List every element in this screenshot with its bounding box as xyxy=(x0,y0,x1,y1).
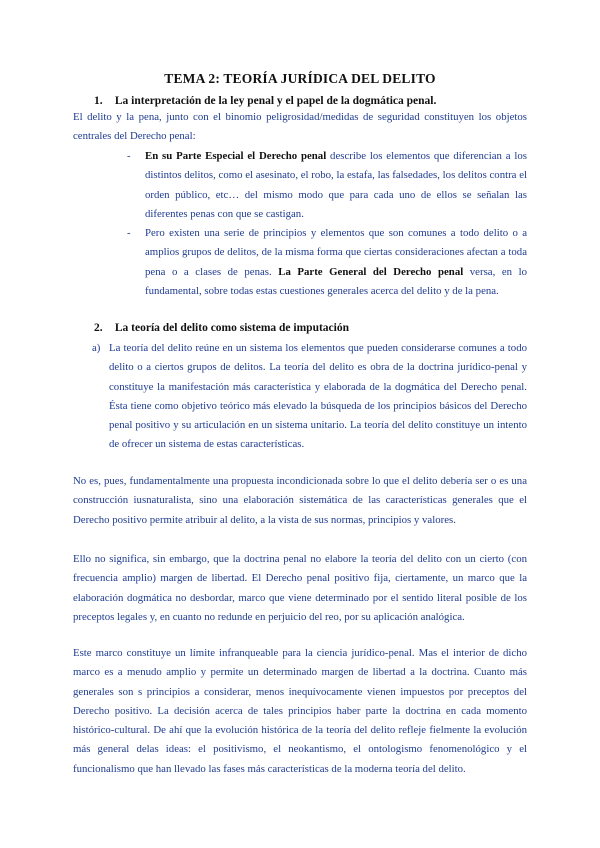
section-1-heading xyxy=(94,95,436,107)
section-2-heading-text: La teoría del delito como sistema de imputación xyxy=(114,322,350,334)
bullet-1 xyxy=(145,147,527,224)
bullet-1-text: describe los elementos que diferencian a los distintos delitos, como el asesinato, el robo, la estafa, las falsedades, los delitos contra el orden público, etc… del mismo modo que para cada uno de ellos se señalan las diferentes penas con que se castigan. xyxy=(145,150,527,220)
section-1-intro: El delito y la pena, junto con el binomio peligrosidad/medidas de seguridad constituyen los objetos centrales del Derecho penal: xyxy=(73,111,527,143)
item-a-marker: a) xyxy=(92,342,101,354)
bullet-2 xyxy=(145,224,527,301)
section-2-number: 2. xyxy=(94,322,103,334)
item-a-text: La teoría del delito reúne en un sistema los elementos que pueden considerarse comunes a todo delito o a ciertos grupos de delitos. La teoría del delito es obra de la doctrina jurídico-penal y constituye la manifestación más característica y elaborada de la dogmática del Derecho penal. Ésta tiene como objetivo teórico más elevado la búsqueda de los principios básicos del Derecho penal positivo y su articulación en un sistema unitario. La teoría del delito constituye un intento de ofrecer un sistema de estas características. xyxy=(109,342,527,451)
paragraph-3: Este marco constituye un límite infranqueable para la ciencia jurídico-penal. Mas el interior de dicho marco es a menudo amplio y permite un determinado margen de libertad a la doctrina. Cuanto más generales son s principios a considerar, menos inequívocamente vienen impuestos por preceptos del Derecho positivo. La decisión acerca de tales principios haber parte la doctrina en cada momento histórico-cultural. De ahí que la evolución histórica de la teoría del delito refleje fielmente la evolución más general delas ideas: el positivismo, el neokantismo, el ontologismo fenomenológico y el funcionalismo que han llevado las fases más características de la moderna teoría del delito. xyxy=(73,647,527,775)
bullet-2-bold: La Parte General del Derecho penal xyxy=(278,265,464,278)
document-title: TEMA 2: TEORÍA JURÍDICA DEL DELITO xyxy=(164,71,436,86)
bullet-2-text-before: Pero existen una serie de principios y elementos que son comunes a todo delito o a amplios grupos de delitos, de la misma forma que ciertas consideraciones afectan a toda pena o a clases de penas. xyxy=(145,227,527,278)
bullet-1-bold: En su Parte Especial el Derecho penal xyxy=(145,150,327,162)
section-1-heading-text: La interpretación de la ley penal y el papel de la dogmática penal. xyxy=(114,95,437,107)
section-2-heading xyxy=(94,322,349,334)
bullet-2-text-after: versa, en lo fundamental, sobre todas estas cuestiones generales acerca del delito y de la pena. xyxy=(145,265,527,297)
bullet-1-marker: - xyxy=(127,150,131,162)
bullet-2-marker: - xyxy=(127,227,131,239)
paragraph-1: No es, pues, fundamentalmente una propuesta incondicionada sobre lo que el delito debería ser o es una construcción iusnaturalista, sino una elaboración sistemática de las características generales que el Derecho positivo permite atribuir al delito, a la vista de sus normas, principios y valores. xyxy=(73,475,527,526)
paragraph-2: Ello no significa, sin embargo, que la doctrina penal no elabore la teoría del delito con un cierto (con frecuencia amplio) margen de libertad. El Derecho penal positivo fija, ciertamente, un marco que la elaboración dogmática no desbordar, marco que viene determinado por el sentido literal posible de los preceptos legales y, en cuanto no redunde en perjuicio del reo, por su aplicación analógica. xyxy=(73,553,527,623)
section-1-number: 1. xyxy=(94,95,103,107)
